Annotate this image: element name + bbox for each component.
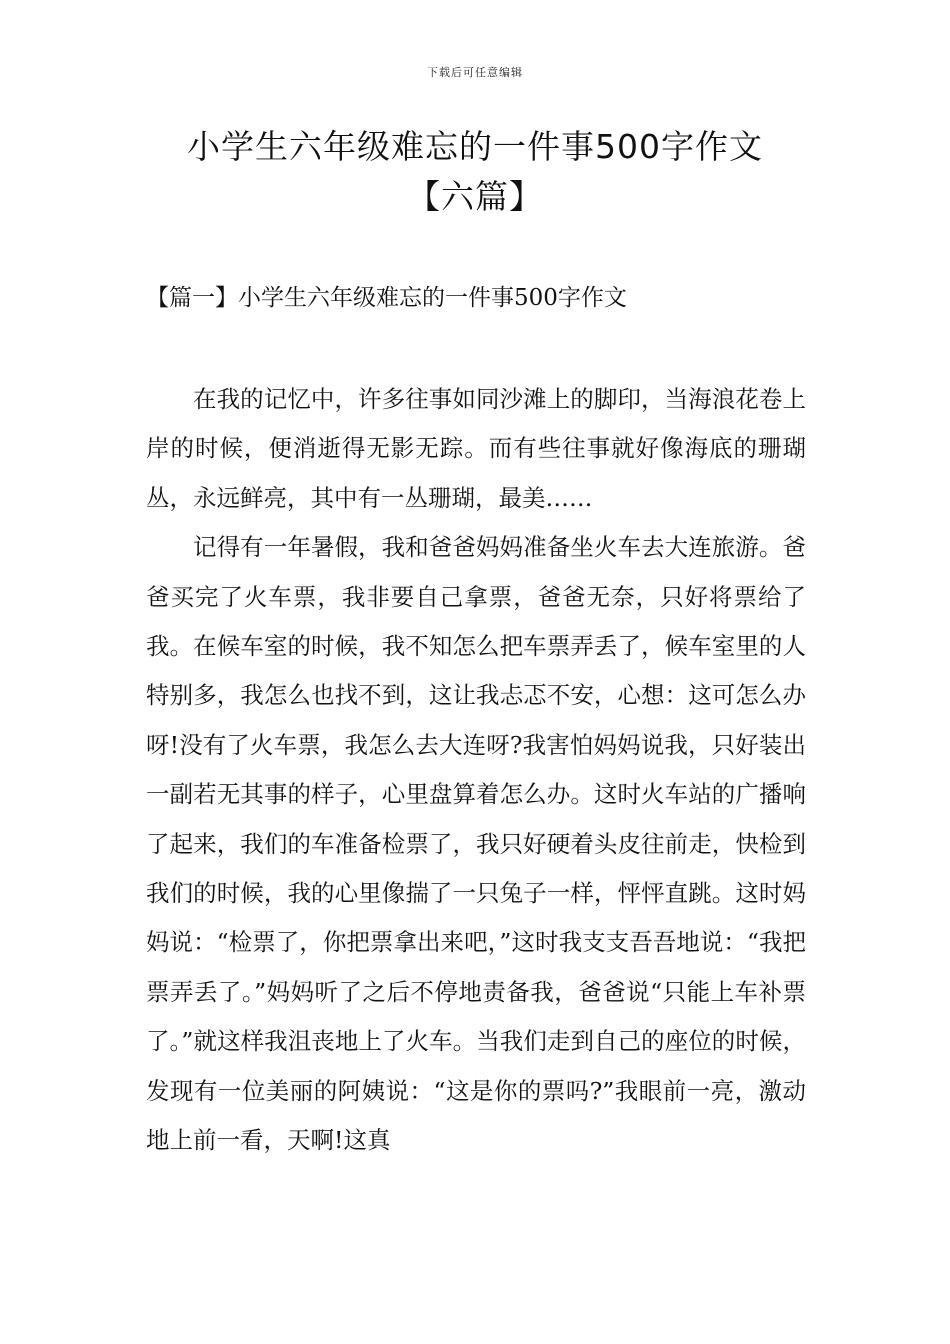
section-heading: 【篇一】小学生六年级难忘的一件事500字作文 [146,285,627,311]
header-note: 下载后可任意编辑 [427,66,523,79]
document-title [0,122,950,222]
paragraph-1: 在我的记忆中，许多往事如同沙滩上的脚印，当海浪花卷上岸的时候，便消逝得无影无踪。而有些往事就好像海底的珊瑚丛，永远鲜亮，其中有一丛珊瑚，最美…… [146,385,806,512]
document-title-line-1: 小学生六年级难忘的一件事500字作文 [187,127,763,166]
article-body [146,375,806,1166]
document-title-line-2: 【六篇】 [407,177,543,216]
paragraph-2: 记得有一年暑假，我和爸爸妈妈准备坐火车去大连旅游。爸爸买完了火车票，我非要自己拿票，爸爸无奈，只好将票给了我。在候车室的时候，我不知怎么把车票弄丢了，候车室里的人特别多，我怎么也找不到，这让我忐忑不安，心想：这可怎么办呀!没有了火车票，我怎么去大连呀?我害怕妈妈说我，只好装出一副若无其事的样子，心里盘算着怎么办。这时火车站的广播响了起来，我们的车准备检票了，我只好硬着头皮往前走，快检到我们的时候，我的心里像揣了一只兔子一样，怦怦直跳。这时妈妈说：“检票了，你把票拿出来吧，”这时我支支吾吾地说：“我把票弄丢了。”妈妈听了之后不停地责备我，爸爸说“只能上车补票了。”就这样我沮丧地上了火车。当我们走到自己的座位的时候，发现有一位美丽的阿姨说：“这是你的票吗?”我眼前一亮，激动地上前一看，天啊!这真 [146,533,806,1155]
